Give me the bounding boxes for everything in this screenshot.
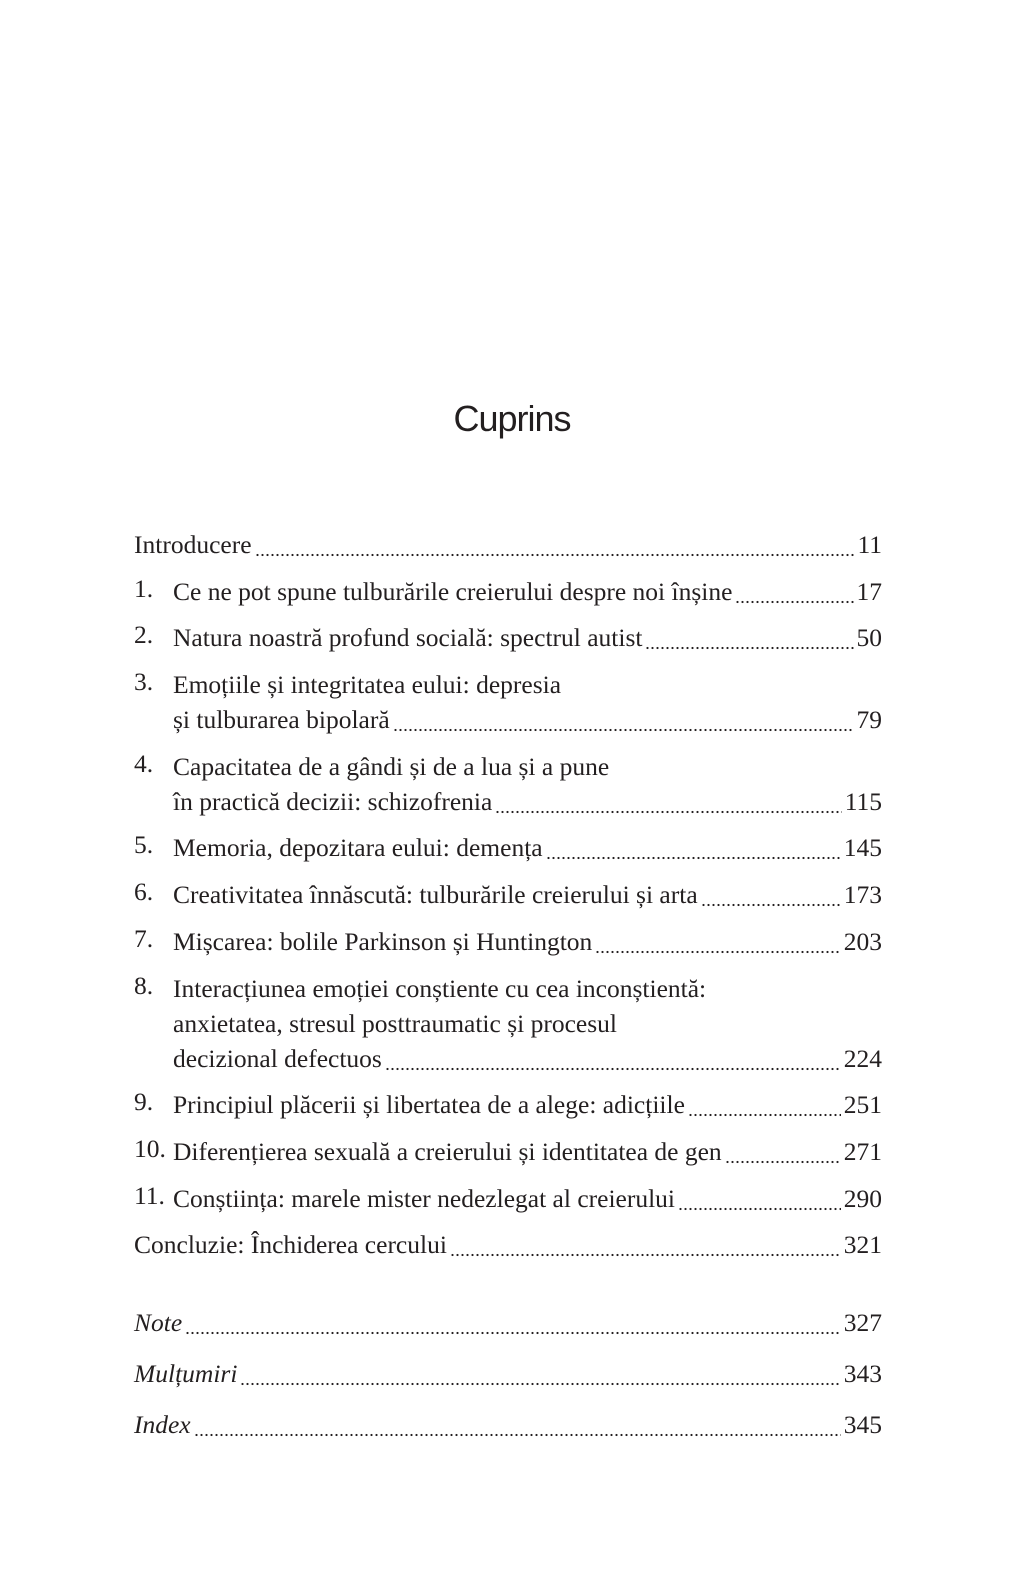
entry-body [173, 574, 882, 609]
entry-line [173, 830, 882, 865]
dot-leader [735, 574, 853, 609]
dot-leader [688, 1087, 841, 1122]
entry-title: Introducere [134, 530, 252, 559]
entry-title: și tulburarea bipolară [173, 705, 390, 735]
back-matter-list [134, 1305, 882, 1458]
entry-line [173, 620, 882, 655]
entry-title: Concluzie: Închiderea cercului [134, 1230, 447, 1260]
dot-leader [185, 1305, 841, 1340]
entry-body [173, 1087, 882, 1122]
toc-entry[interactable] [134, 877, 882, 912]
entry-line [173, 877, 882, 912]
page-number: 11 [857, 530, 882, 559]
toc-entry[interactable] [134, 620, 882, 655]
chapter-number: 9. [134, 1087, 154, 1117]
entry-line [173, 971, 882, 1006]
chapter-number: 10. [134, 1133, 166, 1163]
entry-title: Capacitatea de a gândi și de a lua și a pune [173, 751, 610, 781]
toc-entry[interactable] [134, 749, 882, 819]
dot-leader [194, 1407, 841, 1442]
chapter-number: 6. [134, 877, 154, 907]
entry-line [173, 1041, 882, 1076]
page-number: 203 [843, 926, 882, 956]
dot-leader [393, 702, 854, 737]
entry-title: Memoria, depozitara eului: demența [173, 833, 543, 863]
entry-title: Mișcarea: bolile Parkinson și Huntington [173, 926, 593, 956]
entry-line [173, 784, 882, 819]
chapter-number: 7. [134, 923, 154, 953]
entry-title: în practică decizii: schizofrenia [173, 786, 493, 816]
entry-body [173, 749, 882, 819]
toc-entry[interactable] [134, 574, 882, 609]
entry-line [173, 702, 882, 737]
entry-title: Interacțiunea emoției conștiente cu cea inconștientă: [173, 973, 707, 1003]
chapter-number: 3. [134, 667, 154, 697]
toc-entry[interactable] [134, 971, 882, 1076]
entry-body [173, 1181, 882, 1216]
chapter-number: 8. [134, 970, 154, 1000]
chapter-number: 2. [134, 620, 154, 650]
dot-leader [595, 924, 840, 959]
toc-entry[interactable] [134, 1087, 882, 1122]
toc-entry[interactable] [134, 667, 882, 737]
entry-title: Note [134, 1308, 183, 1337]
page-number: 290 [843, 1183, 882, 1213]
chapter-number: 5. [134, 830, 154, 860]
entry-body [173, 877, 882, 912]
entry-line [173, 1181, 882, 1216]
entry-body [173, 1134, 882, 1169]
entry-line [134, 1356, 882, 1391]
entry-title: Mulțumiri [134, 1359, 238, 1388]
entry-body [173, 667, 882, 737]
entry-line [134, 1227, 882, 1262]
entry-line [173, 667, 882, 702]
page-number: 115 [844, 786, 882, 816]
table-of-contents [134, 527, 882, 1274]
page-number: 327 [843, 1308, 882, 1337]
dot-leader [725, 1134, 841, 1169]
entry-line [173, 1006, 882, 1041]
page-number: 17 [856, 576, 882, 606]
page-number: 343 [843, 1359, 882, 1388]
page-number: 145 [843, 833, 882, 863]
dot-leader [678, 1181, 841, 1216]
chapter-number: 1. [134, 573, 154, 603]
page-number: 251 [843, 1090, 882, 1120]
dot-leader [255, 527, 855, 562]
entry-line [173, 1087, 882, 1122]
toc-entry[interactable] [134, 1407, 882, 1442]
chapter-number: 11. [134, 1180, 165, 1210]
page-number: 173 [843, 880, 882, 910]
entry-line [173, 1134, 882, 1169]
page-title: Cuprins [453, 398, 571, 439]
dot-leader [495, 784, 841, 819]
entry-body [173, 924, 882, 959]
toc-entry[interactable] [134, 830, 882, 865]
entry-line [173, 574, 882, 609]
entry-line [134, 527, 882, 562]
toc-entry[interactable] [134, 1181, 882, 1216]
entry-line [173, 749, 882, 784]
toc-entry[interactable] [134, 924, 882, 959]
page-number: 321 [843, 1230, 882, 1260]
toc-entry[interactable] [134, 1305, 882, 1340]
entry-line [134, 1305, 882, 1340]
dot-leader [701, 877, 841, 912]
entry-body [173, 620, 882, 655]
entry-title: Principiul plăcerii și libertatea de a alege: adicțiile [173, 1090, 685, 1120]
page-number: 79 [856, 705, 882, 735]
entry-title: Diferențierea sexuală a creierului și identitatea de gen [173, 1136, 722, 1166]
page-number: 50 [856, 623, 882, 653]
toc-entry[interactable] [134, 1134, 882, 1169]
entry-body [134, 1227, 882, 1262]
entry-line [134, 1407, 882, 1442]
page-number: 271 [843, 1136, 882, 1166]
entry-body [173, 830, 882, 865]
entry-title: Conștiința: marele mister nedezlegat al creierului [173, 1183, 676, 1213]
dot-leader [546, 830, 841, 865]
entry-line [173, 924, 882, 959]
dot-leader [450, 1227, 841, 1262]
entry-title: Index [134, 1410, 191, 1439]
entry-title: Emoțiile și integritatea eului: depresia [173, 670, 562, 700]
toc-entry[interactable] [134, 1356, 882, 1391]
entry-title: Ce ne pot spune tulburările creierului despre noi înșine [173, 576, 733, 606]
page-number: 345 [843, 1410, 882, 1439]
dot-leader [240, 1356, 840, 1391]
entry-title: anxietatea, stresul posttraumatic și procesul [173, 1008, 617, 1038]
page-number: 224 [843, 1043, 882, 1073]
dot-leader [645, 620, 853, 655]
dot-leader [385, 1041, 841, 1076]
entry-title: Creativitatea înnăscută: tulburările creierului și arta [173, 880, 698, 910]
entry-title: decizional defectuos [173, 1043, 382, 1073]
chapter-number: 4. [134, 748, 154, 778]
toc-entry[interactable] [134, 527, 882, 562]
entry-body [134, 527, 882, 562]
toc-entry[interactable] [134, 1227, 882, 1262]
entry-body [173, 971, 882, 1076]
entry-title: Natura noastră profund socială: spectrul autist [173, 623, 643, 653]
